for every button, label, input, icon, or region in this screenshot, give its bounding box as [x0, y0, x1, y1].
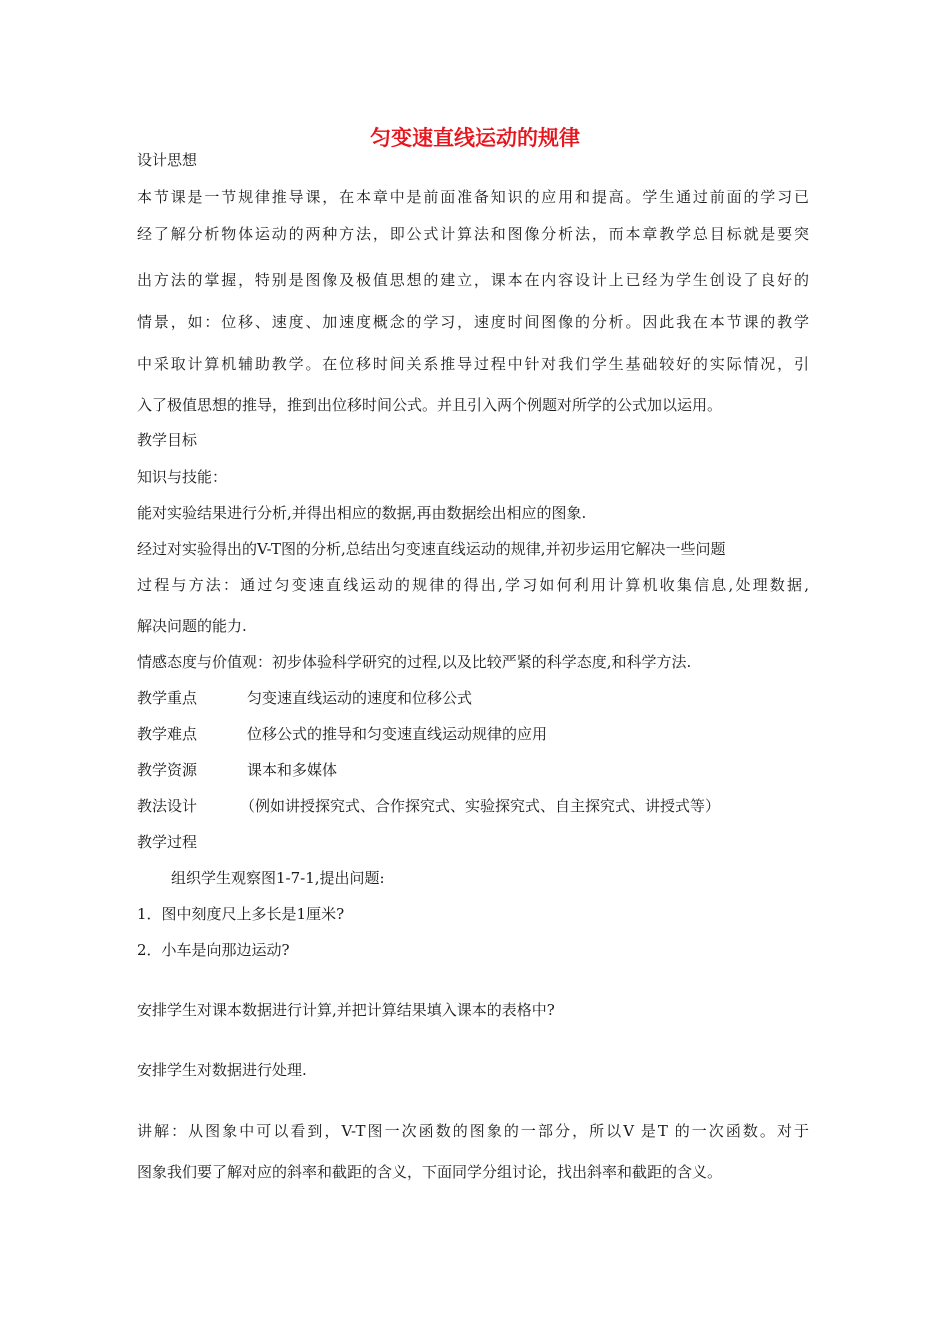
design-line-5: 中采取计算机辅助教学。在位移时间关系推导过程中针对我们学生基础较好的实际情况，引	[137, 355, 809, 373]
goals-heading: 教学目标	[137, 431, 198, 449]
method-label: 教法设计	[137, 797, 198, 815]
method-row	[137, 796, 720, 816]
resource-row	[137, 760, 337, 780]
method-value: （例如讲授探究式、合作探究式、实验探究式、自主探究式、讲授式等）	[240, 797, 721, 815]
key-point-row	[137, 688, 472, 708]
resource-label: 教学资源	[137, 761, 198, 779]
key-point-value: 匀变速直线运动的速度和位移公式	[247, 689, 473, 707]
process-line-2: 解决问题的能力.	[137, 617, 247, 635]
key-point-label: 教学重点	[137, 689, 198, 707]
question-2: 2．小车是向那边运动?	[137, 941, 290, 959]
design-line-3: 出方法的掌握，特别是图像及极值思想的建立，课本在内容设计上已经为学生创设了良好的	[137, 271, 809, 289]
difficulty-row	[137, 724, 547, 744]
question-1: 1．图中刻度尺上多长是1厘米?	[137, 905, 345, 923]
design-line-4: 情景，如：位移、速度、加速度概念的学习，速度时间图像的分析。因此我在本节课的教学	[137, 313, 809, 331]
design-line-6: 入了极值思想的推导，推到出位移时间公式。并且引入两个例题对所学的公式加以运用。	[137, 396, 723, 414]
process-data-line: 安排学生对数据进行处理.	[137, 1061, 307, 1079]
document-title: 匀变速直线运动的规律	[370, 126, 580, 150]
calc-line: 安排学生对课本数据进行计算,并把计算结果填入课本的表格中?	[137, 1001, 555, 1019]
procedure-heading: 教学过程	[137, 833, 198, 851]
difficulty-label: 教学难点	[137, 725, 198, 743]
explain-line-2: 图象我们要了解对应的斜率和截距的含义，下面同学分组讨论，找出斜率和截距的含义。	[137, 1163, 723, 1181]
emotion-line: 情感态度与价值观：初步体验科学研究的过程,以及比较严紧的科学态度,和科学方法.	[137, 653, 692, 671]
process-line-1: 过程与方法：通过匀变速直线运动的规律的得出,学习如何利用计算机收集信息,处理数据,	[137, 576, 809, 594]
knowledge-heading: 知识与技能：	[137, 468, 228, 486]
resource-value: 课本和多媒体	[247, 761, 338, 779]
design-line-1: 本节课是一节规律推导课，在本章中是前面准备知识的应用和提高。学生通过前面的学习已	[137, 188, 809, 206]
explain-line-1: 讲解：从图象中可以看到，V-T图一次函数的图象的一部分，所以V 是T 的一次函数。对于	[137, 1122, 809, 1140]
difficulty-value: 位移公式的推导和匀变速直线运动规律的应用	[247, 725, 548, 743]
knowledge-line-1: 能对实验结果进行分析,并得出相应的数据,再由数据绘出相应的图象.	[137, 504, 587, 522]
design-line-2: 经了解分析物体运动的两种方法，即公式计算法和图像分析法，而本章教学总目标就是要突	[137, 225, 809, 243]
design-heading: 设计思想	[137, 151, 198, 169]
observe-line: 组织学生观察图1-7-1,提出问题:	[171, 869, 385, 887]
knowledge-line-2: 经过对实验得出的V-T图的分析,总结出匀变速直线运动的规律,并初步运用它解决一些问题	[137, 540, 726, 558]
